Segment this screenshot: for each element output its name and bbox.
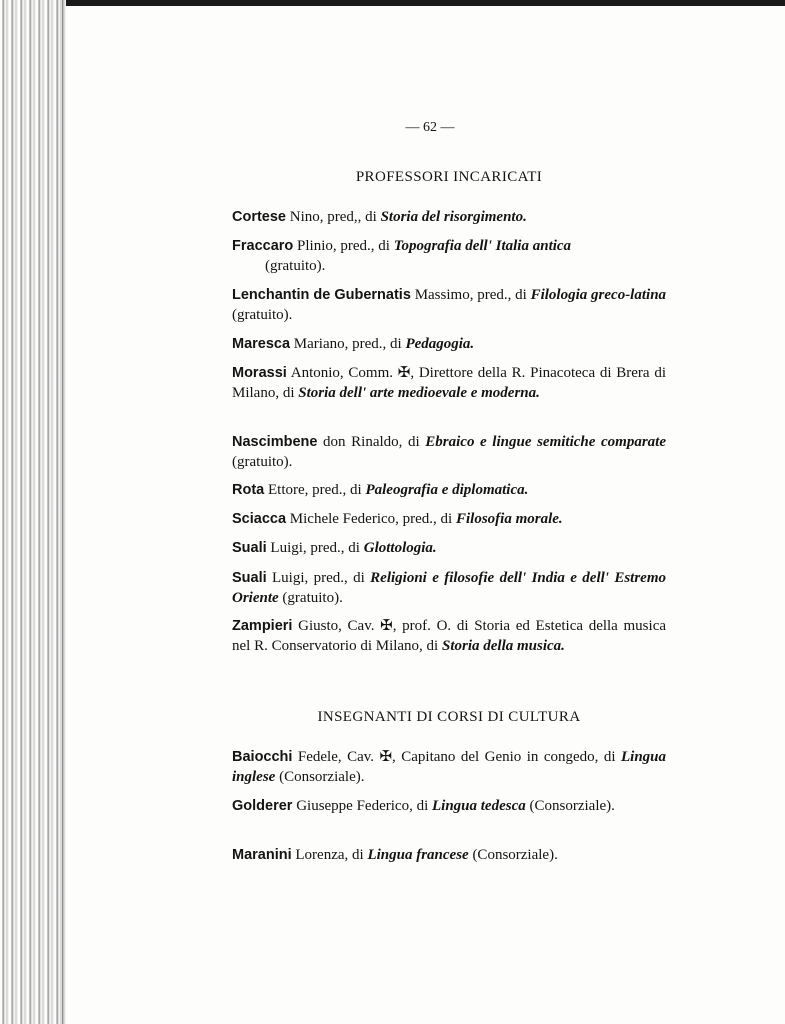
entry-subject: Filosofia morale. [455, 511, 563, 527]
entry-details: Ettore, pred., di [267, 482, 362, 498]
entry-details: Giuseppe Federico, di [296, 798, 429, 814]
entry-name: Suali [232, 540, 267, 556]
entry-morassi [232, 363, 666, 403]
entry-subject: Lingua tedesca [432, 798, 526, 814]
entry-subject: Filologia greco-latina [530, 287, 667, 303]
entry-name: Morassi [232, 365, 287, 381]
entry-subject: Ebraico e lingue semitiche comparate [425, 434, 667, 450]
entry-details: Luigi, pred., di [272, 570, 365, 586]
entry-golderer [232, 796, 666, 816]
entry-subject: Glottologia. [363, 540, 437, 556]
section-title-professori-incaricati: PROFESSORI INCARICATI [355, 169, 543, 185]
entry-sciacca [232, 509, 666, 529]
entry-name: Rota [232, 482, 265, 498]
entry-details: Mariano, pred., di [293, 336, 402, 352]
entry-subject: Topografia dell' Italia antica [393, 238, 572, 254]
entry-name: Nascimbene [232, 434, 318, 450]
book-spine-edge [62, 0, 66, 1024]
entry-note: (gratuito). [232, 307, 293, 323]
entry-details: Fedele, Cav. ✠, Capitano del Genio in congedo, di [297, 749, 616, 765]
entry-name: Maresca [232, 336, 291, 352]
entry-details: Lorenza, di [295, 847, 364, 863]
entry-subject: Storia dell' arte medioevale e moderna. [298, 385, 540, 401]
entry-subject: Storia del risorgimento. [380, 209, 527, 225]
entry-zampieri [232, 616, 666, 656]
page-number: — 62 — [405, 120, 455, 135]
entry-details: Nino, pred,, di [289, 209, 377, 225]
entry-note: (Consorziale). [529, 798, 615, 814]
book-spine [0, 0, 62, 1024]
entry-note: (Consorziale). [472, 847, 558, 863]
entry-details: Massimo, pred., di [414, 287, 527, 303]
entry-cortese [232, 207, 666, 227]
entry-lenchantin [232, 285, 666, 325]
entry-subject: Religioni e filosofie dell' India e dell' Estremo Oriente [232, 570, 666, 606]
entry-maranini [232, 845, 666, 865]
entry-name: Cortese [232, 209, 286, 225]
entry-name: Suali [232, 570, 267, 586]
entry-subject: Storia della musica. [441, 638, 565, 654]
entry-note: (Consorziale). [279, 769, 365, 785]
entry-details: Giusto, Cav. ✠, prof. O. di Storia ed Estetica della musica nel R. Conservatorio di Milano, di [232, 618, 667, 654]
entry-subject: Lingua francese [367, 847, 469, 863]
entry-name: Sciacca [232, 511, 287, 527]
entry-name: Lenchantin de Gubernatis [232, 287, 411, 303]
entry-details: don Rinaldo, di [323, 434, 420, 450]
entry-name: Zampieri [232, 618, 293, 634]
entry-name: Baiocchi [232, 749, 293, 765]
entry-suali-religioni [232, 568, 666, 608]
entry-note: (gratuito). [282, 590, 343, 606]
entry-subject: Paleografia e diplomatica. [365, 482, 529, 498]
section-title-insegnanti: INSEGNANTI DI CORSI DI CULTURA [317, 709, 581, 725]
entry-subject: Pedagogia. [405, 336, 475, 352]
entry-details: Plinio, pred., di [297, 238, 390, 254]
page-top-border [0, 0, 785, 6]
entry-nascimbene [232, 432, 666, 472]
entry-rota [232, 480, 666, 500]
entry-maresca [232, 334, 666, 354]
entry-details: Michele Federico, pred., di [289, 511, 453, 527]
entry-note: (gratuito). [232, 454, 293, 470]
entry-name: Maranini [232, 847, 292, 863]
entry-note: (gratuito). [265, 258, 326, 274]
entry-suali-glottologia [232, 538, 666, 558]
entry-baiocchi [232, 747, 666, 787]
entry-details: Antonio, Comm. ✠, Direttore della R. Pinacoteca di Brera di Milano, di [232, 365, 666, 401]
entry-details: Luigi, pred., di [270, 540, 360, 556]
entry-subject: Lingua inglese [232, 749, 667, 785]
entry-name: Fraccaro [232, 238, 294, 254]
entry-fraccaro [232, 236, 666, 276]
entry-name: Golderer [232, 798, 293, 814]
